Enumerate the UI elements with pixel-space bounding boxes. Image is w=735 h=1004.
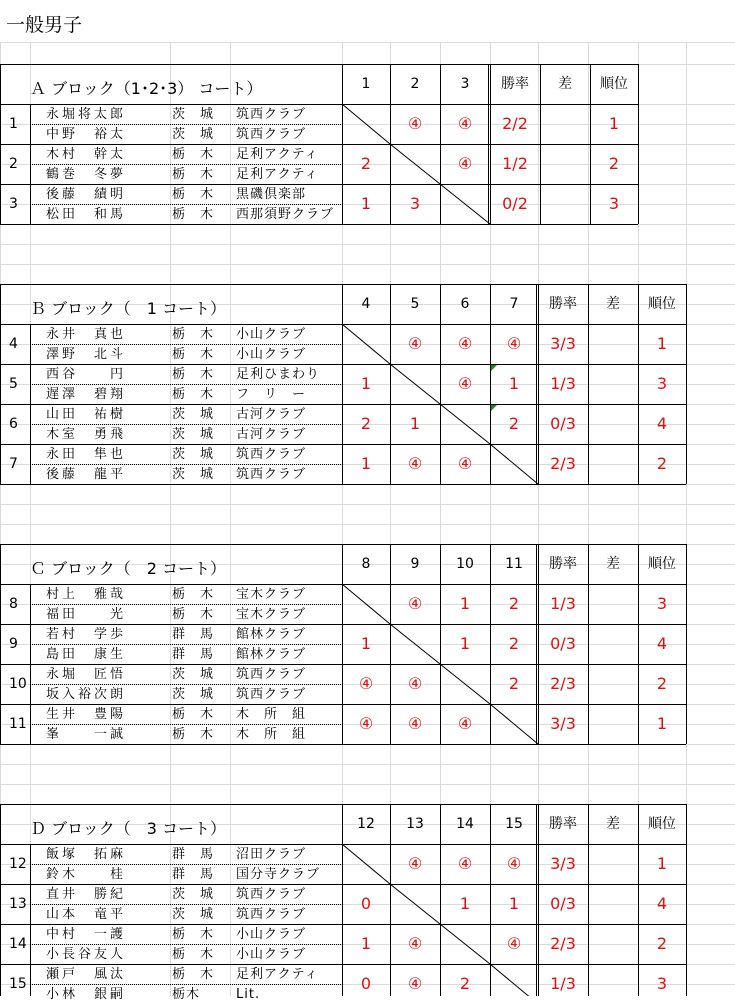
player-club: 筑西クラブ <box>236 107 307 122</box>
win-rate-header: 勝率 <box>549 296 577 312</box>
self-match-diagonal <box>490 964 538 996</box>
player-club: 木 所 組 <box>236 707 307 722</box>
opponent-col-header: 1 <box>361 76 371 92</box>
player-name: 山田 祐樹 <box>46 407 127 422</box>
diff-header: 差 <box>606 296 620 312</box>
match-result: ④ <box>506 334 522 353</box>
rank: 1 <box>656 854 668 873</box>
player-prefecture: 栃木 <box>172 987 201 1002</box>
entry-number: 8 <box>9 596 18 612</box>
entry-number: 12 <box>9 856 27 872</box>
rank-header: 順位 <box>648 296 676 312</box>
player-club: 西那須野クラブ <box>236 207 335 222</box>
player-name: 島田 康生 <box>46 647 127 662</box>
rank: 1 <box>656 714 668 733</box>
player-prefecture: 茨 城 <box>172 467 215 482</box>
entry-number: 2 <box>9 156 18 172</box>
opponent-col-header: 15 <box>505 816 523 832</box>
match-result: ④ <box>506 934 522 953</box>
player-name: 鶴巻 冬夢 <box>46 167 127 182</box>
player-club: 足利アクティ <box>236 967 319 982</box>
block-header: Ａ ブロック（1･2･3） コート） <box>30 79 263 98</box>
player-prefecture: 茨 城 <box>172 107 215 122</box>
player-club: フ リ ー <box>236 387 307 402</box>
match-result: ④ <box>457 154 473 173</box>
point-diff <box>588 964 638 1004</box>
player-name: 山本 竜平 <box>46 907 127 922</box>
player-prefecture: 栃 木 <box>172 927 215 942</box>
match-result: ④ <box>407 114 423 133</box>
player-prefecture: 栃 木 <box>172 387 215 402</box>
win-rate: 0/3 <box>550 414 576 433</box>
player-prefecture: 栃 木 <box>172 207 215 222</box>
point-diff <box>540 184 590 224</box>
player-club: 館林クラブ <box>236 627 307 642</box>
block-header: Ｄ ブロック（ 3 コート） <box>30 819 227 838</box>
player-name: 遅澤 碧翔 <box>46 387 127 402</box>
match-result: ④ <box>358 714 374 733</box>
player-club: 小山クラブ <box>236 927 307 942</box>
win-rate: 3/3 <box>550 854 576 873</box>
match-result: 1 <box>409 414 421 433</box>
player-prefecture: 群 馬 <box>172 867 215 882</box>
match-result: ④ <box>457 854 473 873</box>
opponent-col-header: 4 <box>361 296 371 312</box>
rank-header: 順位 <box>600 76 628 92</box>
player-prefecture: 茨 城 <box>172 667 215 682</box>
match-result: 2 <box>508 414 520 433</box>
point-diff <box>588 844 638 884</box>
rank: 3 <box>656 594 668 613</box>
match-result: 0 <box>360 974 372 993</box>
entry-number: 4 <box>9 336 18 352</box>
player-prefecture: 茨 城 <box>172 427 215 442</box>
player-name: 中村 一護 <box>46 927 127 942</box>
win-rate-header: 勝率 <box>501 76 529 92</box>
player-prefecture: 栃 木 <box>172 327 215 342</box>
player-prefecture: 茨 城 <box>172 447 215 462</box>
diff-header: 差 <box>606 556 620 572</box>
point-diff <box>588 664 638 704</box>
match-result: ④ <box>457 334 473 353</box>
opponent-col-header: 7 <box>509 296 519 312</box>
player-name: 永堀 匠悟 <box>46 667 127 682</box>
player-club: 筑西クラブ <box>236 887 307 902</box>
player-name: 松田 和馬 <box>46 207 127 222</box>
match-result: ④ <box>506 854 522 873</box>
player-name: 西谷 円 <box>46 367 127 382</box>
player-name: 若村 学歩 <box>46 627 127 642</box>
player-club: 筑西クラブ <box>236 687 307 702</box>
point-diff <box>588 324 638 364</box>
opponent-col-header: 6 <box>460 296 470 312</box>
player-club: 古河クラブ <box>236 427 307 442</box>
match-result: 2 <box>508 594 520 613</box>
entry-number: 13 <box>9 896 27 912</box>
match-result: ④ <box>407 334 423 353</box>
point-diff <box>588 404 638 444</box>
diff-header: 差 <box>606 816 620 832</box>
match-result: ④ <box>407 974 423 993</box>
point-diff <box>588 924 638 964</box>
player-prefecture: 栃 木 <box>172 367 215 382</box>
point-diff <box>540 104 590 144</box>
match-result: 3 <box>409 194 421 213</box>
player-club: 足利ひまわり <box>236 367 321 382</box>
win-rate: 0/3 <box>550 894 576 913</box>
player-club: 足利アクティ <box>236 167 319 182</box>
block-header: Ｂ ブロック（ 1 コート） <box>30 299 227 318</box>
opponent-col-header: 11 <box>505 556 523 572</box>
player-name: 木村 幹太 <box>46 147 127 162</box>
opponent-col-header: 2 <box>410 76 420 92</box>
player-name: 直井 勝紀 <box>46 887 127 902</box>
opponent-col-header: 12 <box>357 816 375 832</box>
player-name: 村上 雅哉 <box>46 587 127 602</box>
match-result: ④ <box>457 114 473 133</box>
rank: 1 <box>656 334 668 353</box>
point-diff <box>588 444 638 484</box>
player-club: 黒磯倶楽部 <box>236 187 307 202</box>
entry-number: 5 <box>9 376 18 392</box>
player-club: 木 所 組 <box>236 727 307 742</box>
player-prefecture: 栃 木 <box>172 947 215 962</box>
opponent-col-header: 14 <box>456 816 474 832</box>
player-prefecture: 群 馬 <box>172 647 215 662</box>
match-result: 2 <box>360 154 372 173</box>
player-club: 国分寺クラブ <box>236 867 321 882</box>
player-prefecture: 栃 木 <box>172 967 215 982</box>
player-club: 小山クラブ <box>236 347 307 362</box>
player-prefecture: 栃 木 <box>172 607 215 622</box>
player-prefecture: 群 馬 <box>172 847 215 862</box>
match-result: ④ <box>407 714 423 733</box>
player-name: 鈴木 桂 <box>46 867 127 882</box>
player-prefecture: 茨 城 <box>172 127 215 142</box>
player-club: 宝木クラブ <box>236 587 307 602</box>
point-diff <box>588 364 638 404</box>
match-result: ④ <box>407 854 423 873</box>
point-diff <box>588 624 638 664</box>
win-rate: 3/3 <box>550 714 576 733</box>
win-rate: 0/3 <box>550 634 576 653</box>
match-result: 1 <box>360 194 372 213</box>
match-result: 1 <box>508 374 520 393</box>
player-prefecture: 栃 木 <box>172 187 215 202</box>
player-name: 生井 豊陽 <box>46 707 127 722</box>
match-result: 1 <box>360 374 372 393</box>
win-rate: 1/3 <box>550 594 576 613</box>
player-name: 後藤 龍平 <box>46 467 127 482</box>
match-result: 1 <box>360 634 372 653</box>
entry-number: 9 <box>9 636 18 652</box>
page-title: 一般男子 <box>6 14 83 36</box>
entry-number: 15 <box>9 976 27 992</box>
player-prefecture: 栃 木 <box>172 347 215 362</box>
rank: 3 <box>656 974 668 993</box>
player-name: 後藤 績明 <box>46 187 127 202</box>
match-result: 1 <box>459 634 471 653</box>
player-name: 福田 光 <box>46 607 127 622</box>
win-rate: 2/2 <box>502 114 528 133</box>
match-result: ④ <box>407 934 423 953</box>
point-diff <box>588 704 638 744</box>
match-result: ④ <box>407 454 423 473</box>
rank: 1 <box>608 114 620 133</box>
player-prefecture: 茨 城 <box>172 887 215 902</box>
match-result: ④ <box>457 374 473 393</box>
player-club: 館林クラブ <box>236 647 307 662</box>
player-club: Lit. <box>236 987 261 1002</box>
point-diff <box>540 144 590 184</box>
win-rate: 1/2 <box>502 154 528 173</box>
player-prefecture: 群 馬 <box>172 627 215 642</box>
match-result: ④ <box>457 714 473 733</box>
player-club: 古河クラブ <box>236 407 307 422</box>
entry-number: 6 <box>9 416 18 432</box>
player-club: 沼田クラブ <box>236 847 307 862</box>
match-result: 2 <box>360 414 372 433</box>
win-rate: 2/3 <box>550 454 576 473</box>
match-result: 0 <box>360 894 372 913</box>
win-rate: 2/3 <box>550 934 576 953</box>
player-club: 筑西クラブ <box>236 467 307 482</box>
match-result: 2 <box>508 674 520 693</box>
player-prefecture: 茨 城 <box>172 407 215 422</box>
rank: 2 <box>656 934 668 953</box>
match-result: 1 <box>459 594 471 613</box>
player-name: 永堀将太郎 <box>46 107 127 122</box>
point-diff <box>588 884 638 924</box>
entry-number: 10 <box>9 676 27 692</box>
opponent-col-header: 3 <box>460 76 470 92</box>
player-prefecture: 栃 木 <box>172 707 215 722</box>
rank: 3 <box>608 194 620 213</box>
player-name: 永田 隼也 <box>46 447 127 462</box>
match-result: ④ <box>407 674 423 693</box>
diff-header: 差 <box>558 76 572 92</box>
player-club: 筑西クラブ <box>236 667 307 682</box>
rank: 2 <box>656 674 668 693</box>
rank: 3 <box>656 374 668 393</box>
rank-header: 順位 <box>648 556 676 572</box>
player-name: 瀬戸 風汰 <box>46 967 127 982</box>
match-result: 1 <box>360 934 372 953</box>
player-prefecture: 栃 木 <box>172 587 215 602</box>
match-result: 1 <box>360 454 372 473</box>
match-result: 2 <box>459 974 471 993</box>
entry-number: 14 <box>9 936 27 952</box>
entry-number: 3 <box>9 196 18 212</box>
opponent-col-header: 8 <box>361 556 371 572</box>
player-club: 小山クラブ <box>236 327 307 342</box>
match-result: 1 <box>508 894 520 913</box>
player-club: 足利アクティ <box>236 147 319 162</box>
player-prefecture: 栃 木 <box>172 727 215 742</box>
player-prefecture: 栃 木 <box>172 167 215 182</box>
opponent-col-header: 10 <box>456 556 474 572</box>
player-club: 筑西クラブ <box>236 127 307 142</box>
win-rate: 2/3 <box>550 674 576 693</box>
match-result: 1 <box>459 894 471 913</box>
win-rate: 3/3 <box>550 334 576 353</box>
player-name: 飯塚 拓麻 <box>46 847 127 862</box>
opponent-col-header: 13 <box>406 816 424 832</box>
rank: 4 <box>656 414 668 433</box>
win-rate: 0/2 <box>502 194 528 213</box>
player-name: 小林 銀嗣 <box>46 987 127 1002</box>
player-prefecture: 茨 城 <box>172 907 215 922</box>
rank: 2 <box>656 454 668 473</box>
win-rate-header: 勝率 <box>549 556 577 572</box>
entry-number: 1 <box>9 116 18 132</box>
player-name: 小長谷友人 <box>46 947 127 962</box>
opponent-col-header: 5 <box>410 296 420 312</box>
player-name: 木室 勇飛 <box>46 427 127 442</box>
player-name: 坂入裕次朗 <box>46 687 127 702</box>
rank: 4 <box>656 894 668 913</box>
block-header: Ｃ ブロック（ 2 コート） <box>30 559 227 578</box>
player-club: 筑西クラブ <box>236 447 307 462</box>
player-name: 中野 裕太 <box>46 127 127 142</box>
win-rate-header: 勝率 <box>549 816 577 832</box>
match-result: ④ <box>457 454 473 473</box>
opponent-col-header: 9 <box>410 556 420 572</box>
match-result: ④ <box>407 594 423 613</box>
player-club: 宝木クラブ <box>236 607 307 622</box>
entry-number: 7 <box>9 456 18 472</box>
player-name: 永井 真也 <box>46 327 127 342</box>
rank: 2 <box>608 154 620 173</box>
player-club: 小山クラブ <box>236 947 307 962</box>
player-prefecture: 茨 城 <box>172 687 215 702</box>
entry-number: 11 <box>9 716 27 732</box>
player-club: 筑西クラブ <box>236 907 307 922</box>
player-name: 澤野 北斗 <box>46 347 127 362</box>
win-rate: 1/3 <box>550 374 576 393</box>
player-name: 峯 一誠 <box>46 727 127 742</box>
rank-header: 順位 <box>648 816 676 832</box>
match-result: 2 <box>508 634 520 653</box>
match-result: ④ <box>358 674 374 693</box>
rank: 4 <box>656 634 668 653</box>
win-rate: 1/3 <box>550 974 576 993</box>
player-prefecture: 栃 木 <box>172 147 215 162</box>
point-diff <box>588 584 638 624</box>
